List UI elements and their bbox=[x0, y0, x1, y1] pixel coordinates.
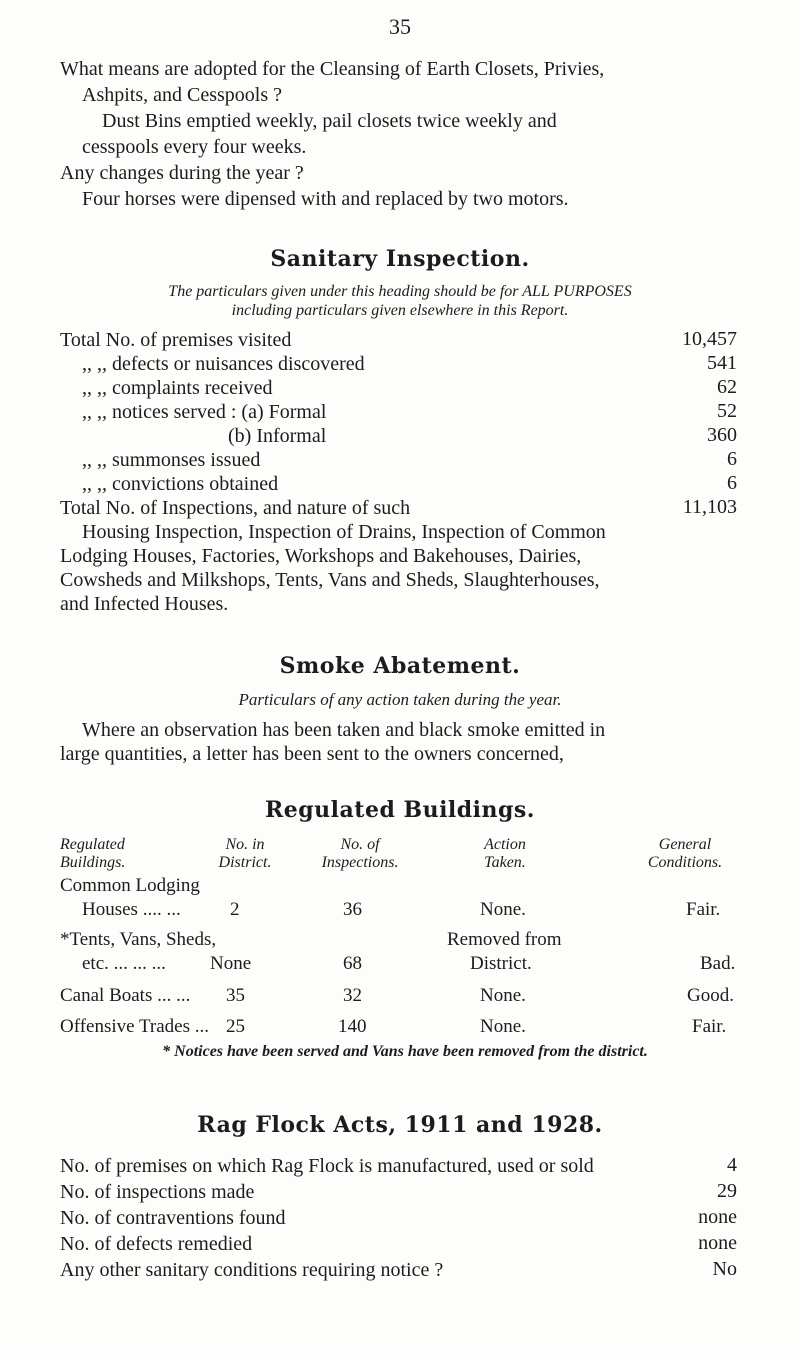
table-cell-action: Removed from bbox=[447, 929, 562, 950]
table-cell-district: None bbox=[210, 953, 252, 974]
sanitary-item-label: ,, ,, convictions obtained bbox=[82, 473, 279, 495]
rag-item-value: none bbox=[698, 1232, 737, 1254]
table-row-name: Offensive Trades ... bbox=[60, 1016, 210, 1037]
sanitary-item-value: 6 bbox=[727, 472, 737, 494]
sanitary-item-label: ,, ,, defects or nuisances discovered bbox=[82, 353, 365, 375]
column-header-inspections: No. of Inspections. bbox=[321, 836, 399, 871]
housing-text-line2: Lodging Houses, Factories, Workshops and Bakehouses, Dairies, bbox=[60, 545, 582, 567]
sanitary-item-value: 6 bbox=[727, 448, 737, 470]
housing-text-line4: and Infected Houses. bbox=[60, 593, 229, 615]
table-row-name: Houses .... ... bbox=[82, 899, 181, 920]
rag-item-label: No. of inspections made bbox=[60, 1181, 255, 1203]
table-cell-action: District. bbox=[470, 953, 532, 974]
cleansing-answer-line1: Dust Bins emptied weekly, pail closets twice weekly and bbox=[102, 110, 557, 132]
sanitary-item-label: ,, ,, summonses issued bbox=[82, 449, 261, 471]
table-row-name: etc. ... ... ... bbox=[82, 953, 166, 974]
table-cell-action: None. bbox=[480, 1016, 526, 1037]
changes-question: Any changes during the year ? bbox=[60, 162, 304, 184]
rag-item-value: 4 bbox=[727, 1154, 737, 1176]
regulated-footnote: * Notices have been served and Vans have been removed from the district. bbox=[162, 1043, 648, 1060]
column-header-district: No. in District. bbox=[218, 836, 272, 871]
table-cell-inspections: 68 bbox=[343, 953, 362, 974]
table-cell-condition: Bad. bbox=[700, 953, 736, 974]
regulated-heading: Regulated Buildings. bbox=[265, 797, 535, 823]
smoke-subheading: Particulars of any action taken during the year. bbox=[238, 690, 562, 709]
sanitary-item-value: 11,103 bbox=[682, 496, 737, 518]
column-header-buildings: Regulated Buildings. bbox=[60, 836, 126, 871]
table-cell-action: None. bbox=[480, 899, 526, 920]
sanitary-item-value: 62 bbox=[717, 376, 737, 398]
rag-item-value: 29 bbox=[717, 1180, 737, 1202]
table-cell-inspections: 32 bbox=[343, 985, 362, 1006]
smoke-text-line1: Where an observation has been taken and black smoke emitted in bbox=[82, 719, 606, 741]
smoke-text-line2: large quantities, a letter has been sent to the owners concerned, bbox=[60, 743, 564, 765]
cleansing-question-line2: Ashpits, and Cesspools ? bbox=[82, 84, 282, 106]
table-cell-inspections: 36 bbox=[343, 899, 362, 920]
column-header-conditions: General Conditions. bbox=[647, 836, 723, 871]
rag-item-label: Any other sanitary conditions requiring notice ? bbox=[60, 1259, 444, 1281]
table-row-name: *Tents, Vans, Sheds, bbox=[60, 929, 217, 950]
sanitary-item-label: ,, ,, notices served : (a) Formal bbox=[82, 401, 327, 423]
sanitary-item-value: 541 bbox=[707, 352, 737, 374]
changes-answer: Four horses were dipensed with and replaced by two motors. bbox=[82, 188, 569, 210]
column-header-action: Action Taken. bbox=[484, 836, 526, 871]
sanitary-note-line1: The particulars given under this heading should be for ALL PURPOSES bbox=[168, 283, 632, 300]
rag-item-label: No. of defects remedied bbox=[60, 1233, 253, 1255]
sanitary-item-value: 10,457 bbox=[682, 328, 737, 350]
rag-item-value: none bbox=[698, 1206, 737, 1228]
cleansing-question-line1: What means are adopted for the Cleansing of Earth Closets, Privies, bbox=[60, 58, 605, 80]
table-cell-inspections: 140 bbox=[338, 1016, 367, 1037]
sanitary-item-label: (b) Informal bbox=[228, 425, 327, 447]
table-row-name: Common Lodging bbox=[60, 875, 200, 896]
sanitary-item-value: 52 bbox=[717, 400, 737, 422]
sanitary-note-line2: including particulars given elsewhere in this Report. bbox=[231, 302, 569, 319]
page-number: 35 bbox=[389, 14, 411, 39]
rag-item-label: No. of premises on which Rag Flock is manufactured, used or sold bbox=[60, 1155, 594, 1177]
rag-item-value: No bbox=[712, 1258, 737, 1280]
table-cell-condition: Good. bbox=[687, 985, 734, 1006]
sanitary-item-label: ,, ,, complaints received bbox=[82, 377, 273, 399]
table-cell-district: 35 bbox=[226, 985, 245, 1006]
cleansing-answer-line2: cesspools every four weeks. bbox=[82, 136, 307, 158]
table-cell-condition: Fair. bbox=[686, 899, 721, 920]
table-cell-district: 2 bbox=[230, 899, 240, 920]
housing-text-line1: Housing Inspection, Inspection of Drains, Inspection of Common bbox=[82, 521, 606, 543]
rag-flock-heading: Rag Flock Acts, 1911 and 1928. bbox=[197, 1112, 603, 1138]
table-cell-action: None. bbox=[480, 985, 526, 1006]
table-cell-condition: Fair. bbox=[692, 1016, 727, 1037]
rag-item-label: No. of contraventions found bbox=[60, 1207, 286, 1229]
housing-text-line3: Cowsheds and Milkshops, Tents, Vans and Sheds, Slaughterhouses, bbox=[60, 569, 600, 591]
sanitary-item-label: Total No. of Inspections, and nature of such bbox=[60, 497, 411, 519]
sanitary-item-value: 360 bbox=[707, 424, 737, 446]
table-cell-district: 25 bbox=[226, 1016, 245, 1037]
smoke-heading: Smoke Abatement. bbox=[279, 653, 521, 679]
sanitary-heading: Sanitary Inspection. bbox=[270, 246, 530, 272]
sanitary-item-label: Total No. of premises visited bbox=[60, 329, 292, 351]
table-row-name: Canal Boats ... ... bbox=[60, 985, 191, 1006]
